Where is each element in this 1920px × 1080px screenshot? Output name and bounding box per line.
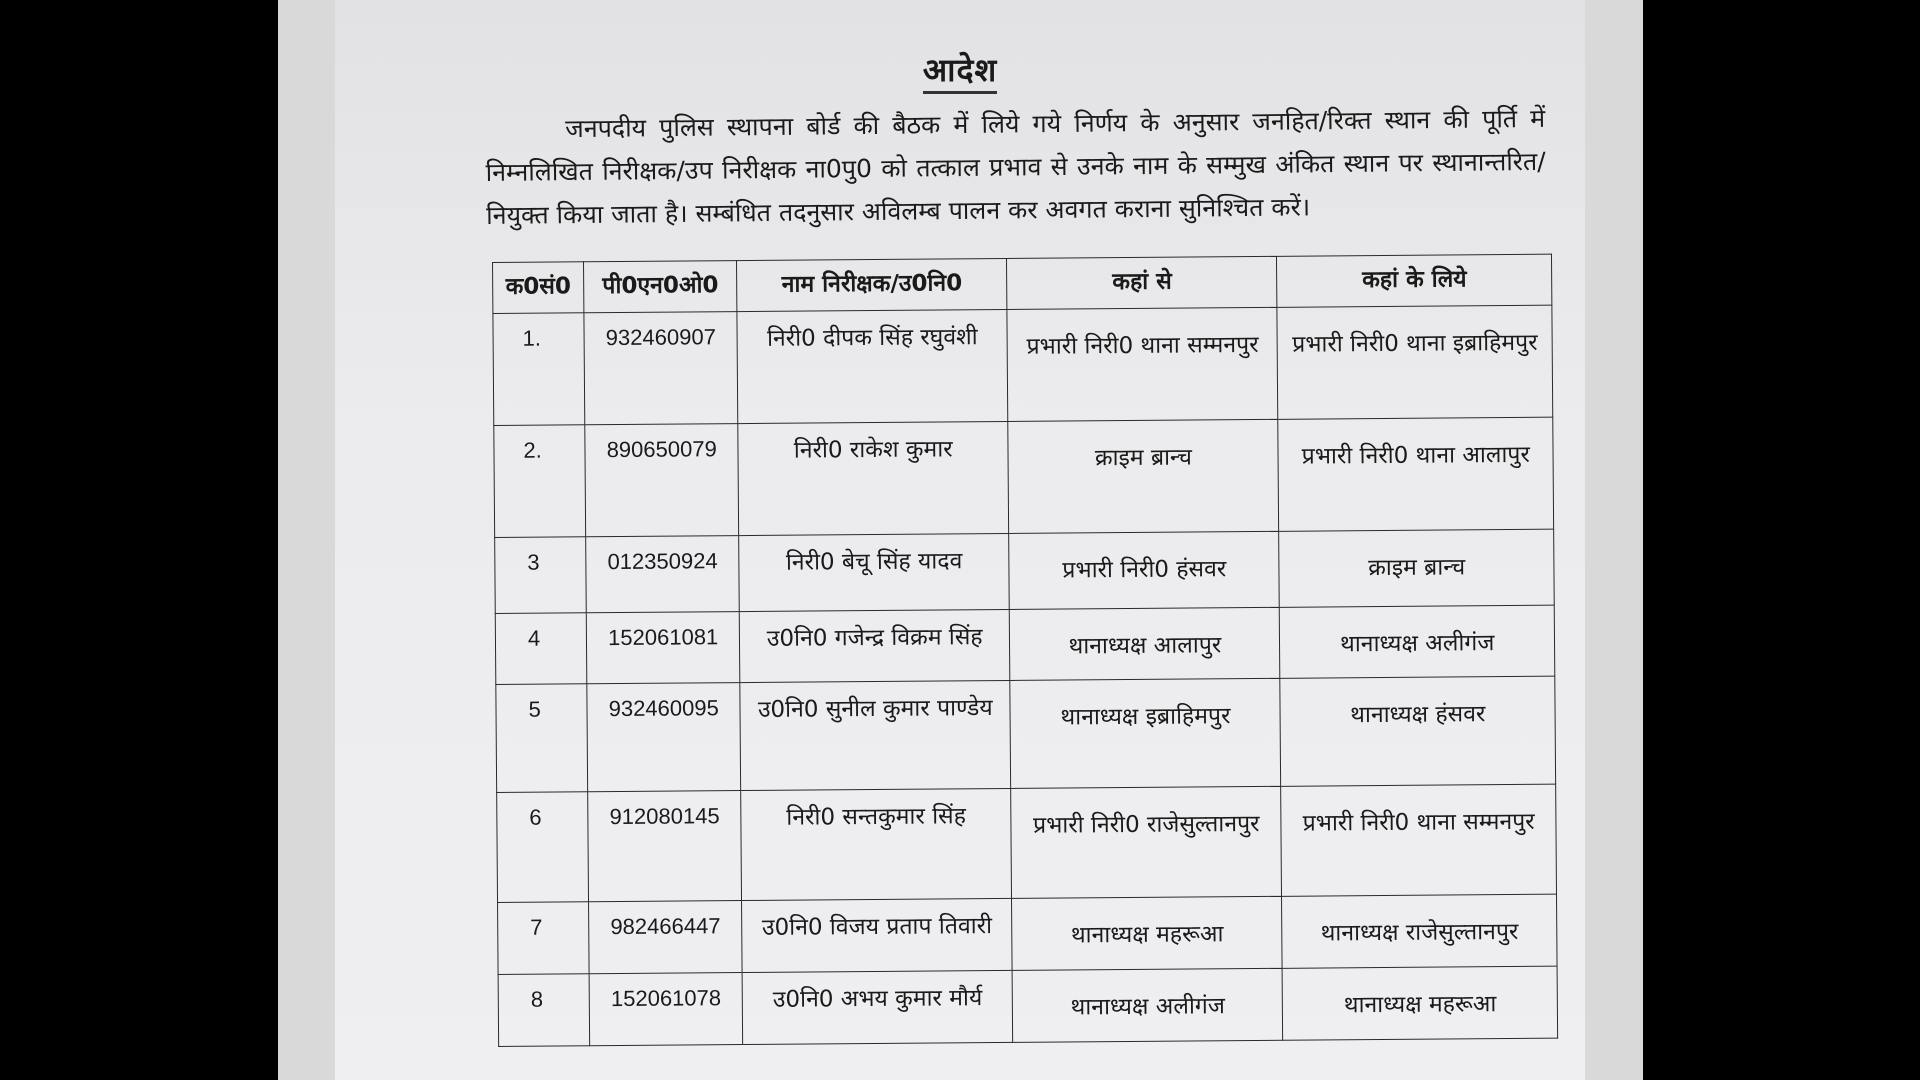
cell-pno: 012350924 (586, 536, 739, 613)
cell-to: प्रभारी निरी0 थाना सम्मनपुर (1281, 784, 1556, 896)
cell-name: निरी0 दीपक सिंह रघुवंशी (737, 309, 1008, 423)
cell-sn: 4 (495, 613, 587, 685)
cell-name: उ0नि0 सुनील कुमार पाण्डेय (740, 680, 1011, 790)
cell-pno: 932460095 (587, 683, 741, 792)
cell-to: प्रभारी निरी0 थाना इब्राहिमपुर (1277, 305, 1552, 419)
cell-to: थानाध्यक्ष अलीगंज (1280, 605, 1555, 678)
cell-from: प्रभारी निरी0 हंसवर (1009, 531, 1280, 609)
table-header-row (493, 254, 1552, 313)
cell-name: उ0नि0 गजेन्द्र विक्रम सिंह (739, 609, 1010, 682)
header-to: कहां के लिये (1277, 254, 1552, 307)
document-title-text: आदेश (923, 51, 997, 94)
cell-pno: 932460907 (584, 312, 738, 425)
cell-from: प्रभारी निरी0 थाना सम्मनपुर (1007, 307, 1278, 421)
table-row (495, 605, 1555, 684)
table-row (494, 417, 1554, 537)
cell-sn: 2. (494, 425, 586, 538)
cell-from: क्राइम ब्रान्च (1008, 419, 1279, 533)
cell-pno: 152061081 (587, 612, 740, 684)
cell-from: प्रभारी निरी0 राजेसुल्तानपुर (1011, 786, 1282, 898)
header-name: नाम निरीक्षक/उ0नि0 (737, 258, 1008, 311)
cell-sn: 8 (498, 974, 590, 1047)
table-row (493, 305, 1553, 425)
cell-sn: 1. (493, 313, 585, 426)
cell-from: थानाध्यक्ष आलापुर (1010, 607, 1281, 680)
table-row (497, 784, 1557, 902)
table-row (496, 676, 1556, 792)
cell-from: थानाध्यक्ष महरूआ (1012, 896, 1283, 970)
cell-name: उ0नि0 विजय प्रताप तिवारी (742, 898, 1013, 972)
cell-sn: 5 (496, 684, 588, 793)
cell-to: प्रभारी निरी0 थाना आलापुर (1278, 417, 1553, 531)
header-sn: क0सं0 (493, 262, 585, 314)
cell-to: क्राइम ब्रान्च (1279, 529, 1554, 607)
cell-sn: 3 (495, 537, 587, 614)
document-page (335, 0, 1585, 1080)
cell-to: थानाध्यक्ष राजेसुल्तानपुर (1282, 894, 1557, 968)
table-row (495, 529, 1555, 613)
table-row (498, 894, 1558, 974)
cell-to: थानाध्यक्ष महरूआ (1283, 966, 1558, 1040)
table-row (498, 966, 1558, 1046)
cell-sn: 6 (497, 792, 589, 903)
cell-pno: 912080145 (588, 791, 742, 902)
cell-to: थानाध्यक्ष हंसवर (1280, 676, 1555, 786)
cell-pno: 982466447 (589, 901, 742, 974)
header-pno: पी0एन0ओ0 (584, 261, 737, 313)
cell-name: निरी0 राकेश कुमार (738, 421, 1009, 535)
cell-from: थानाध्यक्ष अलीगंज (1012, 968, 1283, 1042)
cell-sn: 7 (498, 902, 590, 975)
intro-paragraph: जनपदीय पुलिस स्थापना बोर्ड की बैठक में लिये गये निर्णय के अनुसार जनहित/रिक्त स्थान की पूर्ति में निम्नलिखित निरीक्षक/उप निरीक्षक ना0पु0 को तत्काल प्रभाव से उनके नाम के सम्मुख अंकित स्थान पर स्थानान्तरित/नियुक्त किया जाता है। सम्बंधित तदनुसार अविलम्ब पालन कर अवगत कराना सुनिश्चित करें। (485, 103, 1546, 230)
transfer-table (492, 254, 1558, 1047)
document-title (335, 48, 1585, 91)
cell-name: निरी0 बेचू सिंह यादव (739, 533, 1010, 611)
header-from: कहां से (1007, 256, 1278, 309)
cell-pno: 152061078 (589, 973, 742, 1046)
cell-from: थानाध्यक्ष इब्राहिमपुर (1010, 678, 1281, 788)
cell-pno: 890650079 (585, 424, 739, 537)
cell-name: निरी0 सन्तकुमार सिंह (741, 788, 1012, 900)
cell-name: उ0नि0 अभय कुमार मौर्य (742, 970, 1013, 1044)
